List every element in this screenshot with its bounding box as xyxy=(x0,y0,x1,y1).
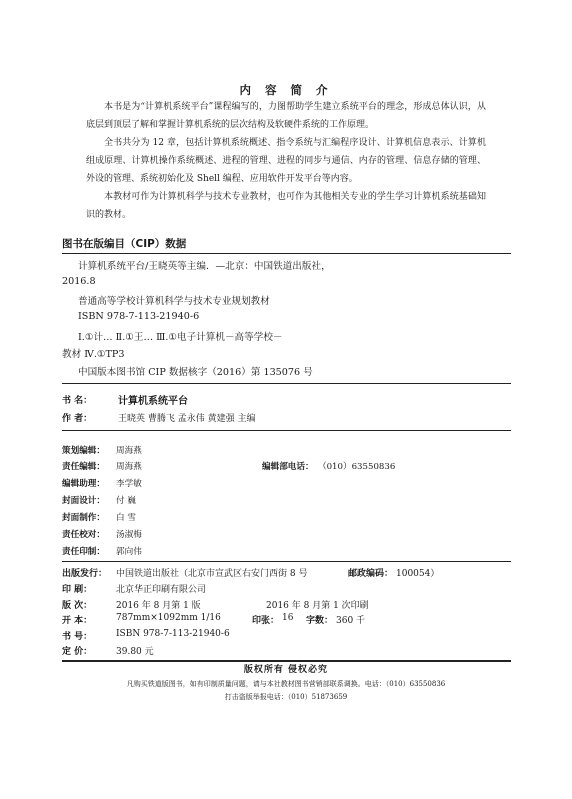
book-title-value: 计算机系统平台 xyxy=(118,396,188,407)
cip-line-3: 普通高等学校计算机科学与技术专业规划教材 xyxy=(78,296,270,307)
staff-label: 封面制作： xyxy=(62,513,105,523)
sheets-label: 印张： xyxy=(252,616,280,626)
intro-title: 内 容 简 介 xyxy=(239,83,333,97)
cip-line-1: 计算机系统平台/王晓英等主编．—北京：中国铁道出版社， xyxy=(78,261,331,272)
printing-value: 2016 年 8 月第 1 次印刷 xyxy=(266,601,369,611)
divider xyxy=(62,430,511,431)
intro-paragraph-3: 本教材可作为计算机科学与技术专业教材，也可作为其他相关专业的学生学习计算机系统基础知识的教材。 xyxy=(86,192,486,220)
publisher-label: 出版发行： xyxy=(62,569,108,579)
author-label: 作 者： xyxy=(62,414,93,424)
format-value: 787mm×1092mm 1/16 xyxy=(116,613,221,623)
postcode-label: 邮政编码： xyxy=(348,569,394,579)
edition-value: 2016 年 8 月第 1 版 xyxy=(116,601,201,611)
copyright-title: 版权所有 侵权必究 xyxy=(243,665,329,675)
printer-value: 北京华正印刷有限公司 xyxy=(116,585,207,595)
staff-value: 郭向伟 xyxy=(116,547,142,557)
staff-value: 付 巍 xyxy=(116,496,136,506)
anti-piracy-phone: 打击盗版举报电话：（010）51873659 xyxy=(224,693,348,701)
postcode-value: 100054） xyxy=(396,569,440,579)
staff-label: 责任校对： xyxy=(62,530,105,540)
staff-value: 周海燕 xyxy=(116,446,142,456)
edition-label: 版 次： xyxy=(62,601,93,611)
cip-line-4: ISBN 978-7-113-21940-6 xyxy=(78,311,200,322)
cip-line-5: Ⅰ.①计… Ⅱ.①王… Ⅲ.①电子计算机－高等学校－ xyxy=(78,332,283,343)
divider xyxy=(62,253,511,254)
intro-paragraph-2: 全书共分为 12 章，包括计算机系统概述、指令系统与汇编程序设计、计算机信息表示、计算机组成原理、计算机操作系统概述、进程的管理、进程的同步与通信、内存的管理、信息存储的管理、外设的管理、系统初始化及 Shell 编程、应用软件开发平台等内容。 xyxy=(86,138,486,184)
staff-value: 汤淑梅 xyxy=(116,530,142,540)
words-label: 字数： xyxy=(306,616,334,626)
editorial-phone-value: （010）63550836 xyxy=(318,462,396,472)
staff-value: 李学敏 xyxy=(116,479,142,489)
staff-value: 周海燕 xyxy=(116,462,142,472)
format-label: 开 本： xyxy=(62,616,93,626)
staff-label: 封面设计： xyxy=(62,496,105,506)
book-title-label: 书 名： xyxy=(62,396,93,406)
price-label: 定 价： xyxy=(62,647,93,657)
staff-label: 编辑助理： xyxy=(62,479,105,489)
divider xyxy=(62,561,511,562)
words-value: 360 千 xyxy=(336,616,366,626)
staff-label: 责任印制： xyxy=(62,547,105,557)
author-value: 王晓英 曹腾飞 孟永伟 黄建强 主编 xyxy=(118,414,256,424)
publisher-value: 中国铁道出版社（北京市宣武区右安门西街 8 号 xyxy=(116,569,308,579)
cip-title: 图书在版编目（CIP）数据 xyxy=(62,238,187,250)
divider xyxy=(62,383,511,384)
intro-paragraph-1: 本书是为“计算机系统平台”课程编写的，力图帮助学生建立系统平台的理念，形成总体认识，从底层到顶层了解和掌握计算机系统的层次结构及软硬件系统的工作原理。 xyxy=(86,102,486,130)
cip-line-2: 2016.8 xyxy=(62,276,96,287)
staff-label: 策划编辑： xyxy=(62,446,105,456)
staff-label: 责任编辑： xyxy=(62,462,105,472)
isbn-label: 书 号： xyxy=(62,632,93,642)
price-value: 39.80 元 xyxy=(116,647,154,657)
sheets-value: 16 xyxy=(282,613,294,623)
cip-line-7: 中国版本图书馆 CIP 数据核字（2016）第 135076 号 xyxy=(78,367,313,378)
copyright-notice: 凡购买铁道版图书，如有印制质量问题，请与本社教材图书营销部联系调换。电话：（010）63550836 xyxy=(126,680,446,688)
editorial-phone-label: 编辑部电话： xyxy=(262,462,314,472)
isbn-value: ISBN 978-7-113-21940-6 xyxy=(116,629,230,639)
printer-label: 印 刷： xyxy=(62,585,93,595)
staff-value: 白 雪 xyxy=(116,513,136,523)
cip-line-6: 教材 Ⅳ.①TP3 xyxy=(62,349,125,360)
